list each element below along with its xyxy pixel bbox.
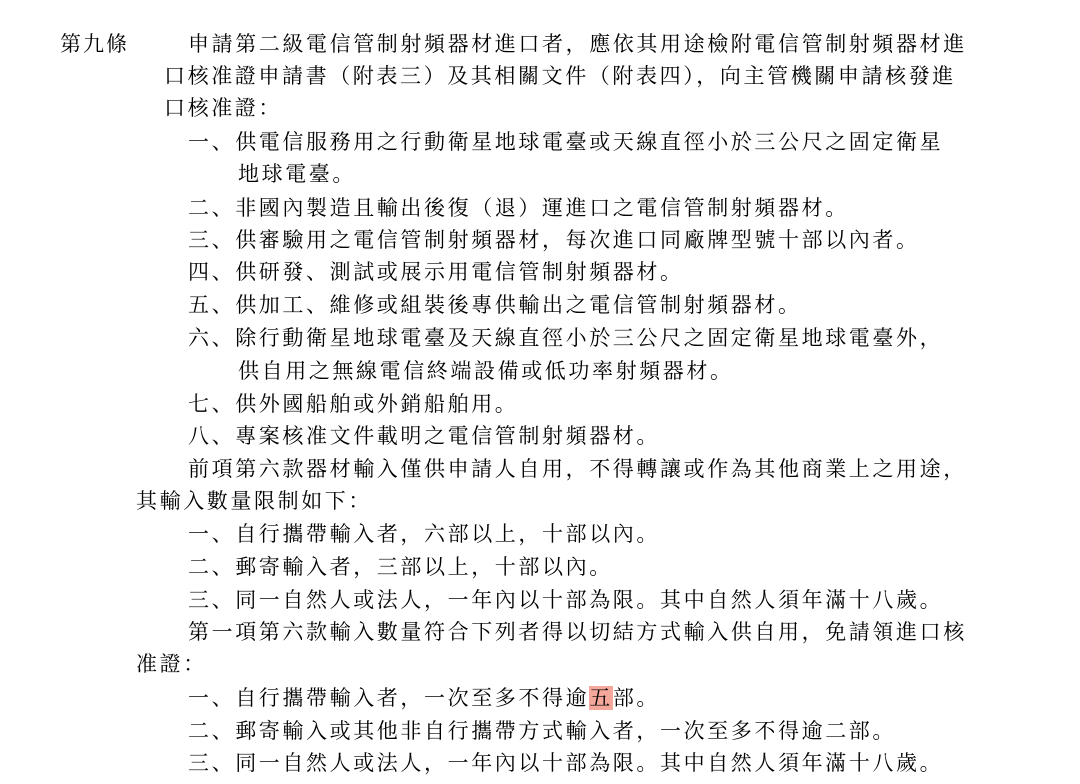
- list-item: 二、郵寄輸入或其他非自行攜帶方式輸入者，一次至多不得逾二部。: [188, 719, 896, 743]
- list-item: [188, 684, 660, 712]
- highlighted-number: 五: [589, 686, 613, 710]
- article-label: 第九條: [60, 32, 129, 56]
- list-item: 八、專案核准文件載明之電信管制射頻器材。: [188, 424, 660, 448]
- intro-line-3: 口核准證：: [164, 96, 282, 120]
- paragraph-2-line-2: 其輸入數量限制如下：: [136, 489, 372, 513]
- intro-line-1: 申請第二級電信管制射頻器材進口者，應依其用途檢附電信管制射頻器材進: [188, 32, 967, 56]
- list-item: 一、供電信服務用之行動衛星地球電臺或天線直徑小於三公尺之固定衛星: [188, 130, 944, 154]
- list-item: 五、供加工、維修或組裝後專供輸出之電信管制射頻器材。: [188, 293, 802, 317]
- list-item: 六、除行動衛星地球電臺及天線直徑小於三公尺之固定衛星地球電臺外，: [188, 326, 944, 350]
- list-item: 二、非國內製造且輸出後復（退）運進口之電信管制射頻器材。: [188, 196, 849, 220]
- paragraph-2-line-1: 前項第六款器材輸入僅供申請人自用，不得轉讓或作為其他商業上之用途，: [188, 457, 967, 481]
- paragraph-3-line-2: 准證：: [136, 652, 207, 676]
- list-item: 二、郵寄輸入者，三部以上，十部以內。: [188, 555, 613, 579]
- list-item-text: 一、自行攜帶輸入者，一次至多不得逾: [188, 686, 590, 710]
- list-item: 三、同一自然人或法人，一年內以十部為限。其中自然人須年滿十八歲。: [188, 588, 944, 612]
- intro-line-2: 口核准證申請書（附表三）及其相關文件（附表四），向主管機關申請核發進: [164, 64, 956, 88]
- paragraph-3-line-1: 第一項第六款輸入數量符合下列者得以切結方式輸入供自用，免請領進口核: [188, 620, 967, 644]
- list-item: 一、自行攜帶輸入者，六部以上，十部以內。: [188, 522, 660, 546]
- list-item: 三、同一自然人或法人，一年內以十部為限。其中自然人須年滿十八歲。: [188, 751, 944, 775]
- list-item: 三、供審驗用之電信管制射頻器材，每次進口同廠牌型號十部以內者。: [188, 228, 920, 252]
- list-item: 四、供研發、測試或展示用電信管制射頻器材。: [188, 260, 684, 284]
- list-item-text: 部。: [612, 686, 661, 710]
- list-item: 七、供外國船舶或外銷船舶用。: [188, 392, 519, 416]
- list-item-continuation: 地球電臺。: [238, 162, 356, 186]
- list-item-continuation: 供自用之無線電信終端設備或低功率射頻器材。: [238, 359, 734, 383]
